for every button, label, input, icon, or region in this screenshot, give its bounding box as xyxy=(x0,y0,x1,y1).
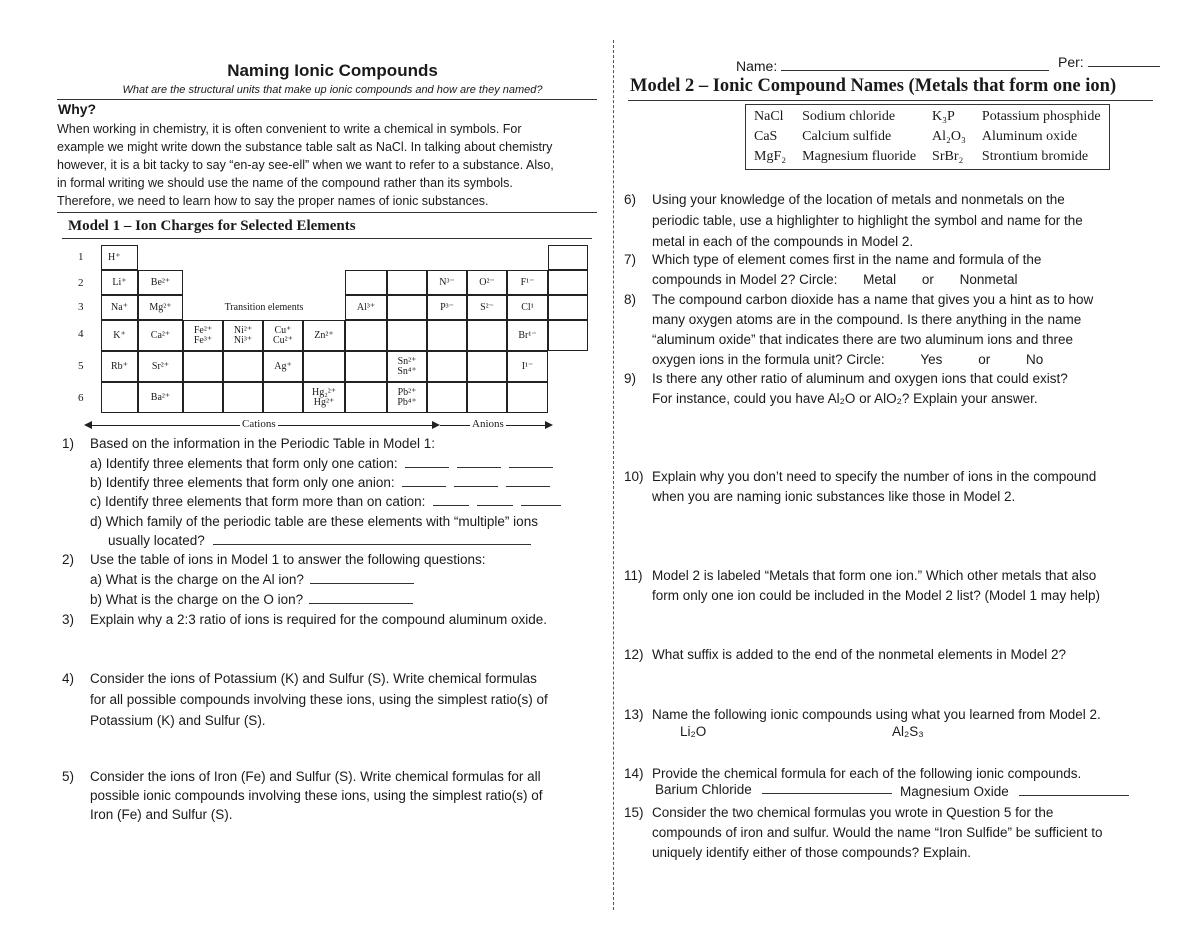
anions-label: Anions xyxy=(472,418,504,430)
question-2b xyxy=(90,590,610,609)
question-line: Using your knowledge of the location of metals and nonmetals on the xyxy=(652,192,1065,207)
why-line: When working in chemistry, it is often convenient to write a chemical in symbols. For xyxy=(57,122,522,136)
table-row xyxy=(746,107,1109,127)
row-number: 4 xyxy=(78,328,84,340)
question-number: 4) xyxy=(62,671,75,686)
cell-empty xyxy=(467,382,507,413)
question-text: c) Identify three elements that form more than on cation: xyxy=(90,494,426,509)
answer-blank[interactable] xyxy=(310,571,414,584)
cell-empty xyxy=(183,351,223,382)
formula: SrBr₂ xyxy=(932,149,964,164)
question-number: 3) xyxy=(62,612,75,627)
cell-kr xyxy=(548,320,588,351)
question-text xyxy=(652,290,1184,370)
question-line: for all possible compounds involving these ions, using the simplest ratio(s) of xyxy=(90,692,548,707)
model1-title: Model 1 – Ion Charges for Selected Elements xyxy=(68,218,356,234)
why-heading: Why? xyxy=(58,101,97,117)
name-blank[interactable] xyxy=(781,58,1049,71)
question-line: possible ionic compounds involving these ions, using the simplest ratio(s) of xyxy=(90,788,543,803)
formula: MgF₂ xyxy=(754,149,787,164)
question-1d xyxy=(90,512,610,550)
question-line xyxy=(652,270,1184,290)
option-or: or xyxy=(978,352,991,367)
anions-arrowhead-right xyxy=(545,421,553,429)
cell-se xyxy=(467,320,507,351)
compound-name: Magnesium Oxide xyxy=(900,784,1009,799)
question-text xyxy=(652,467,1184,507)
question-number: 10) xyxy=(624,469,644,484)
question-text: usually located? xyxy=(108,533,205,548)
cell-sr: Sr²⁺ xyxy=(138,351,183,382)
option-nonmetal[interactable]: Nonmetal xyxy=(959,272,1018,287)
row-number: 5 xyxy=(78,360,84,372)
cell-h: H⁺ xyxy=(101,245,138,270)
cell-mg: Mg²⁺ xyxy=(138,295,183,320)
question-number: 2) xyxy=(62,552,75,567)
question-text: a) Identify three elements that form only one cation: xyxy=(90,456,398,471)
cell-ge xyxy=(387,320,427,351)
compound-name: Potassium phosphide xyxy=(981,109,1101,124)
cell-fe: Fe²⁺ Fe³⁺ xyxy=(183,320,223,351)
row-number: 2 xyxy=(78,277,84,289)
cell-f: F¹⁻ xyxy=(507,270,548,295)
question-text: d) Which family of the periodic table are these elements with “multiple” ions xyxy=(90,514,538,529)
question-line: Consider the ions of Potassium (K) and Sulfur (S). Write chemical formulas xyxy=(90,671,537,686)
compound-al2s3: Al₂S₃ xyxy=(892,724,924,739)
magnesium-oxide xyxy=(900,783,1129,801)
model2-table xyxy=(745,104,1110,170)
question-number: 5) xyxy=(62,769,75,784)
question-line: Which type of element comes first in the name and formula of the xyxy=(652,252,1042,267)
cell-pb: Pb²⁺ Pb⁴⁺ xyxy=(387,382,427,413)
question-line: Potassium (K) and Sulfur (S). xyxy=(90,713,266,728)
page-title: Naming Ionic Compounds xyxy=(227,61,438,80)
cell-s: S²⁻ xyxy=(467,295,507,320)
cell-al: Al³⁺ xyxy=(345,295,387,320)
question-1c xyxy=(90,492,610,511)
cell-ni: Ni²⁺ Ni³⁺ xyxy=(223,320,263,351)
row-number: 1 xyxy=(78,251,84,263)
compound-li2o: Li₂O xyxy=(680,724,707,739)
question-1a xyxy=(90,454,610,473)
cell-ba: Ba²⁺ xyxy=(138,382,183,413)
question-1b xyxy=(90,473,610,492)
cell-cu: Cu⁺ Cu²⁺ xyxy=(263,320,303,351)
question-text: Name the following ionic compounds using what you learned from Model 2. xyxy=(652,707,1101,722)
question-text xyxy=(652,189,1184,252)
cell-li: Li⁺ xyxy=(101,270,138,295)
question-text: oxygen ions in the formula unit? Circle: xyxy=(652,352,885,367)
option-no[interactable]: No xyxy=(1025,352,1044,367)
question-text: a) What is the charge on the Al ion? xyxy=(90,572,304,587)
cell-as xyxy=(427,320,467,351)
name-field[interactable] xyxy=(736,58,1049,74)
question-number: 6) xyxy=(624,192,637,207)
answer-blank[interactable] xyxy=(309,591,413,604)
question-line: Consider the two chemical formulas you wrote in Question 5 for the xyxy=(652,805,1054,820)
why-line: however, it is a bit tacky to say “en-ay see-ell” when we want to refer to a substance. Also, xyxy=(57,158,554,172)
cell-empty xyxy=(183,382,223,413)
question-line: Consider the ions of Iron (Fe) and Sulfur (S). Write chemical formulas for all xyxy=(90,769,541,784)
answer-blank[interactable] xyxy=(477,493,513,506)
question-text xyxy=(90,767,612,824)
question-number: 9) xyxy=(624,371,637,386)
model2-title: Model 2 – Ionic Compound Names (Metals that form one ion) xyxy=(630,76,1117,96)
answer-blank[interactable] xyxy=(521,493,561,506)
cell-k: K⁺ xyxy=(101,320,138,351)
formula: NaCl xyxy=(754,109,784,124)
question-line: form only one ion could be included in the Model 2 list? (Model 1 may help) xyxy=(652,588,1100,603)
cell-si xyxy=(387,295,427,320)
question-line: Model 2 is labeled “Metals that form one ion.” Which other metals that also xyxy=(652,568,1097,583)
question-line: Iron (Fe) and Sulfur (S). xyxy=(90,807,233,822)
cell-rb: Rb⁺ xyxy=(101,351,138,382)
cell-br: Br¹⁻ xyxy=(507,320,548,351)
question-text xyxy=(652,369,1184,409)
question-number: 15) xyxy=(624,805,644,820)
option-yes[interactable]: Yes xyxy=(920,352,943,367)
question-text: compounds in Model 2? Circle: xyxy=(652,272,838,287)
cell-empty xyxy=(467,351,507,382)
question-line: many oxygen atoms are in the compound. Is there anything in the name xyxy=(652,312,1082,327)
column-divider xyxy=(613,40,614,910)
question-number: 14) xyxy=(624,766,644,781)
cell-empty xyxy=(345,351,387,382)
name-label: Name: xyxy=(736,58,778,74)
cell-sn: Sn²⁺ Sn⁴⁺ xyxy=(387,351,427,382)
row-number: 6 xyxy=(78,392,84,404)
cell-ca: Ca²⁺ xyxy=(138,320,183,351)
question-text xyxy=(90,668,612,731)
answer-blank[interactable] xyxy=(213,532,531,545)
question-line: Explain why you don’t need to specify the number of ions in the compound xyxy=(652,469,1097,484)
answer-blank[interactable] xyxy=(457,455,501,468)
cell-ga xyxy=(345,320,387,351)
cell-be: Be²⁺ xyxy=(138,270,183,295)
table-row xyxy=(746,147,1109,167)
cell-cl: Cl¹ xyxy=(507,295,548,320)
question-line: “aluminum oxide” that indicates there are two aluminum ions and three xyxy=(652,332,1073,347)
cell-c xyxy=(387,270,427,295)
cell-i: I¹⁻ xyxy=(507,351,548,382)
compound-name: Magnesium fluoride xyxy=(802,149,917,164)
cell-ar xyxy=(548,295,588,320)
question-number: 13) xyxy=(624,707,644,722)
why-line: example we might write down the substance table salt as NaCl. In talking about chemistry xyxy=(57,140,553,154)
question-text xyxy=(652,250,1184,290)
compound-name: Aluminum oxide xyxy=(981,129,1078,144)
periodic-table xyxy=(0,0,600,440)
cell-empty xyxy=(303,351,345,382)
option-or: or xyxy=(921,272,934,287)
row-number: 3 xyxy=(78,301,84,313)
transition-label: Transition elements xyxy=(224,302,304,313)
cations-arrowhead-left xyxy=(84,421,92,429)
question-line: periodic table, use a highlighter to highlight the symbol and name for the xyxy=(652,213,1083,228)
option-metal[interactable]: Metal xyxy=(863,272,897,287)
question-text: Explain why a 2:3 ratio of ions is required for the compound aluminum oxide. xyxy=(90,612,547,627)
question-2a xyxy=(90,570,610,589)
question-line xyxy=(652,350,1184,370)
cell-cs xyxy=(101,382,138,413)
answer-blank[interactable] xyxy=(1019,783,1129,796)
cell-empty xyxy=(223,351,263,382)
question-number: 12) xyxy=(624,647,644,662)
cations-arrowhead-right xyxy=(432,421,440,429)
question-text: Use the table of ions in Model 1 to answer the following questions: xyxy=(90,552,486,567)
question-number: 8) xyxy=(624,292,637,307)
answer-blank[interactable] xyxy=(509,455,553,468)
question-line: metal in each of the compounds in Model 2. xyxy=(652,234,914,249)
why-line: Therefore, we need to learn how to say the proper names of ionic substances. xyxy=(57,194,489,208)
cell-empty xyxy=(263,382,303,413)
question-text: Provide the chemical formula for each of the following ionic compounds. xyxy=(652,766,1082,781)
answer-blank[interactable] xyxy=(506,474,550,487)
question-text: What suffix is added to the end of the nonmetal elements in Model 2? xyxy=(652,647,1067,662)
question-text: Based on the information in the Periodic Table in Model 1: xyxy=(90,436,435,451)
question-text xyxy=(652,566,1184,606)
cell-zn: Zn²⁺ xyxy=(303,320,345,351)
why-line: in formal writing we should use the name of the compound rather than its symbols. xyxy=(57,176,513,190)
compound-name: Calcium sulfide xyxy=(802,129,892,144)
cell-ne xyxy=(548,270,588,295)
cell-b xyxy=(345,270,387,295)
formula: Al₂O₃ xyxy=(932,129,966,144)
cell-empty xyxy=(427,382,467,413)
answer-blank[interactable] xyxy=(433,493,469,506)
cell-ag: Ag⁺ xyxy=(263,351,303,382)
question-line: The compound carbon dioxide has a name that gives you a hint as to how xyxy=(652,292,1094,307)
compound-name: Strontium bromide xyxy=(981,149,1089,164)
question-number: 11) xyxy=(624,568,643,583)
cell-he xyxy=(548,245,588,270)
answer-blank[interactable] xyxy=(402,474,446,487)
per-blank[interactable] xyxy=(1088,54,1160,67)
compound-name: Barium Chloride xyxy=(655,782,752,797)
cell-p: P³⁻ xyxy=(427,295,467,320)
per-label: Per: xyxy=(1058,54,1084,70)
question-number: 1) xyxy=(62,436,75,451)
question-text xyxy=(652,803,1184,863)
table-row xyxy=(746,127,1109,147)
cell-o: O²⁻ xyxy=(467,270,507,295)
question-text: b) What is the charge on the O ion? xyxy=(90,592,304,607)
cell-na: Na⁺ xyxy=(101,295,138,320)
cell-empty xyxy=(427,351,467,382)
formula: CaS xyxy=(754,129,778,144)
formula: K₃P xyxy=(932,109,955,124)
answer-blank[interactable] xyxy=(762,781,892,794)
cell-empty xyxy=(345,382,387,413)
question-number: 7) xyxy=(624,252,637,267)
question-text-line2 xyxy=(90,531,610,550)
question-line: Is there any other ratio of aluminum and oxygen ions that could exist? xyxy=(652,371,1068,386)
question-text: b) Identify three elements that form only one anion: xyxy=(90,475,395,490)
cations-label: Cations xyxy=(242,418,276,430)
cell-empty xyxy=(507,382,548,413)
answer-blank[interactable] xyxy=(454,474,498,487)
period-field[interactable] xyxy=(1058,54,1160,70)
question-line: For instance, could you have Al₂O or AlO₂? Explain your answer. xyxy=(652,391,1038,406)
barium-chloride xyxy=(655,781,892,799)
page-subtitle: What are the structural units that make up ionic compounds and how are they named? xyxy=(122,84,543,96)
cell-n: N³⁻ xyxy=(427,270,467,295)
question-line: compounds of iron and sulfur. Would the name “Iron Sulfide” be sufficient to xyxy=(652,825,1103,840)
cell-empty xyxy=(223,382,263,413)
question-line: when you are naming ionic substances like those in Model 2. xyxy=(652,489,1016,504)
compound-name: Sodium chloride xyxy=(802,109,896,124)
model2-title-rule xyxy=(628,100,1153,101)
answer-blank[interactable] xyxy=(405,455,449,468)
cell-hg: Hg₂²⁺ Hg²⁺ xyxy=(303,382,345,413)
question-line: uniquely identify either of those compounds? Explain. xyxy=(652,845,971,860)
